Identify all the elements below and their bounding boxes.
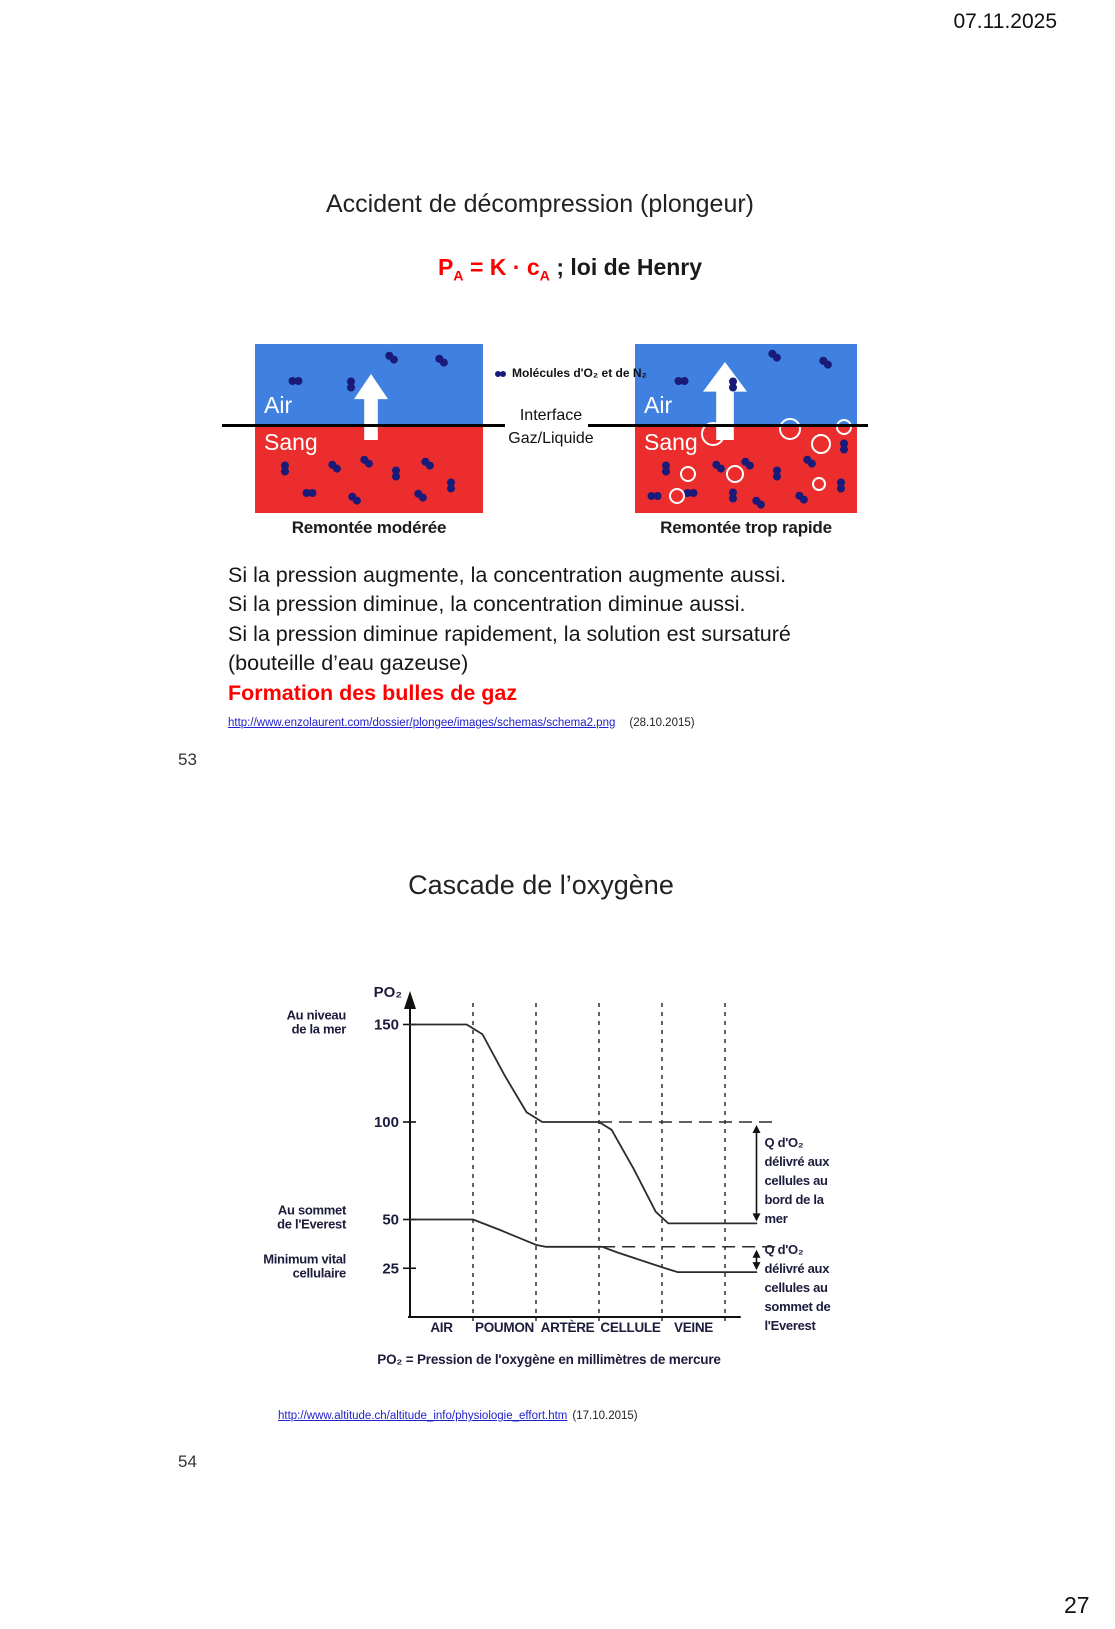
svg-text:sommet de: sommet de (764, 1298, 831, 1314)
molecule-pair (674, 377, 689, 385)
molecules-legend-label: Molécules d'O₂ et de N₂ (512, 366, 647, 380)
oxygen-cascade-chart (258, 945, 858, 1340)
svg-text:PO₂: PO₂ (373, 984, 402, 1001)
svg-text:Au niveau: Au niveau (286, 1007, 346, 1023)
molecule-pair (647, 492, 662, 500)
body-line: Si la pression diminue, la concentration diminue aussi. (228, 592, 746, 617)
caption-rapid-ascent: Remontée trop rapide (660, 518, 832, 537)
gas-bubble (812, 477, 826, 491)
air-label: Air (264, 392, 293, 418)
slide-number-54: 54 (178, 1452, 197, 1471)
caption-moderate-ascent: Remontée modérée (291, 518, 447, 537)
molecule-pair (281, 462, 289, 477)
slide2-source-line (278, 1410, 638, 1422)
slide1-title: Accident de décompression (plongeur) (325, 190, 754, 218)
svg-text:cellulaire: cellulaire (292, 1265, 346, 1281)
svg-text:VEINE: VEINE (673, 1320, 714, 1335)
body-line: Si la pression augmente, la concentration augmente aussi. (228, 563, 787, 587)
svg-text:Au sommet: Au sommet (277, 1202, 346, 1218)
svg-text:Minimum vital: Minimum vital (263, 1251, 346, 1267)
molecule-icon (495, 366, 506, 380)
body-line: (bouteille d’eau gazeuse) (228, 651, 469, 676)
body-line: Si la pression diminue rapidement, la solution est sursaturé (228, 621, 791, 646)
molecule-pair (683, 489, 698, 497)
formula-red-part: $P_A = K \cdot c_A$ (437, 254, 550, 285)
molecule-pair (289, 377, 304, 385)
source-link[interactable]: http://www.enzolaurent.com/dossier/plongee/images/schemas/schema2.png (228, 717, 616, 729)
molecule-pair (302, 489, 317, 497)
svg-text:25: 25 (382, 1260, 399, 1278)
slide2-title: Cascade de l’oxygène (408, 870, 674, 900)
highlight-text: Formation des bulles de gaz (228, 680, 518, 705)
source-access-date: (17.10.2015) (572, 1410, 638, 1422)
page-number: 27 (1064, 1592, 1090, 1618)
source-access-date: (28.10.2015) (629, 717, 695, 729)
molecule-pair (392, 467, 400, 482)
svg-text:l'Everest: l'Everest (764, 1317, 816, 1333)
formula-black-part: ; loi de Henry (549, 254, 703, 280)
diagram-rapid-ascent (635, 344, 857, 513)
gas-bubble (811, 434, 831, 454)
diagram-moderate-ascent (255, 344, 483, 513)
svg-text:AIR: AIR (430, 1320, 453, 1335)
svg-text:mer: mer (764, 1211, 788, 1226)
gas-bubble (726, 465, 744, 483)
slide1-source-line (228, 717, 695, 729)
blood-label: Sang (264, 429, 318, 455)
molecule-pair (662, 462, 670, 477)
svg-text:POUMON: POUMON (475, 1320, 534, 1335)
svg-text:de la mer: de la mer (291, 1021, 346, 1037)
molecule-pair (840, 440, 848, 455)
svg-text:bord de la: bord de la (764, 1192, 824, 1207)
molecule-pair (347, 377, 355, 392)
air-label: Air (644, 392, 673, 418)
svg-text:50: 50 (382, 1211, 399, 1229)
svg-text:cellules au: cellules au (764, 1173, 828, 1188)
svg-text:cellules au: cellules au (764, 1279, 828, 1295)
henry-law-formula (0, 254, 1115, 285)
slide1-body (228, 561, 908, 708)
gas-bubble (779, 418, 801, 440)
blood-label: Sang (644, 429, 698, 455)
molecule-pair (729, 377, 737, 392)
molecules-legend (495, 366, 647, 380)
svg-text:CELLULE: CELLULE (600, 1320, 661, 1335)
source-link[interactable]: http://www.altitude.ch/altitude_info/physiologie_effort.htm (278, 1410, 568, 1422)
gas-bubble (669, 488, 685, 504)
svg-text:ARTÈRE: ARTÈRE (540, 1320, 595, 1335)
svg-text:Q d'O₂: Q d'O₂ (764, 1135, 804, 1150)
slide-number-53: 53 (178, 750, 197, 769)
svg-text:Q d'O₂: Q d'O₂ (764, 1241, 804, 1257)
svg-text:150: 150 (373, 1016, 399, 1034)
molecule-pair (729, 489, 737, 504)
chart-caption: PO₂ = Pression de l'oxygène en millimètres de mercure (377, 1352, 721, 1367)
svg-text:de l'Everest: de l'Everest (277, 1216, 346, 1232)
page-date: 07.11.2025 (953, 10, 1057, 33)
gas-bubble (680, 466, 696, 482)
interface-legend (495, 404, 607, 450)
interface-line (588, 424, 868, 427)
molecule-pair (837, 478, 845, 493)
svg-text:délivré aux: délivré aux (764, 1260, 830, 1276)
interface-line (222, 424, 505, 427)
svg-text:délivré aux: délivré aux (764, 1154, 830, 1169)
interface-legend-line2: Gaz/Liquide (508, 430, 594, 447)
molecule-pair (447, 478, 455, 493)
interface-legend-line1: Interface (519, 407, 583, 424)
molecule-pair (773, 467, 781, 482)
svg-text:100: 100 (373, 1114, 399, 1131)
